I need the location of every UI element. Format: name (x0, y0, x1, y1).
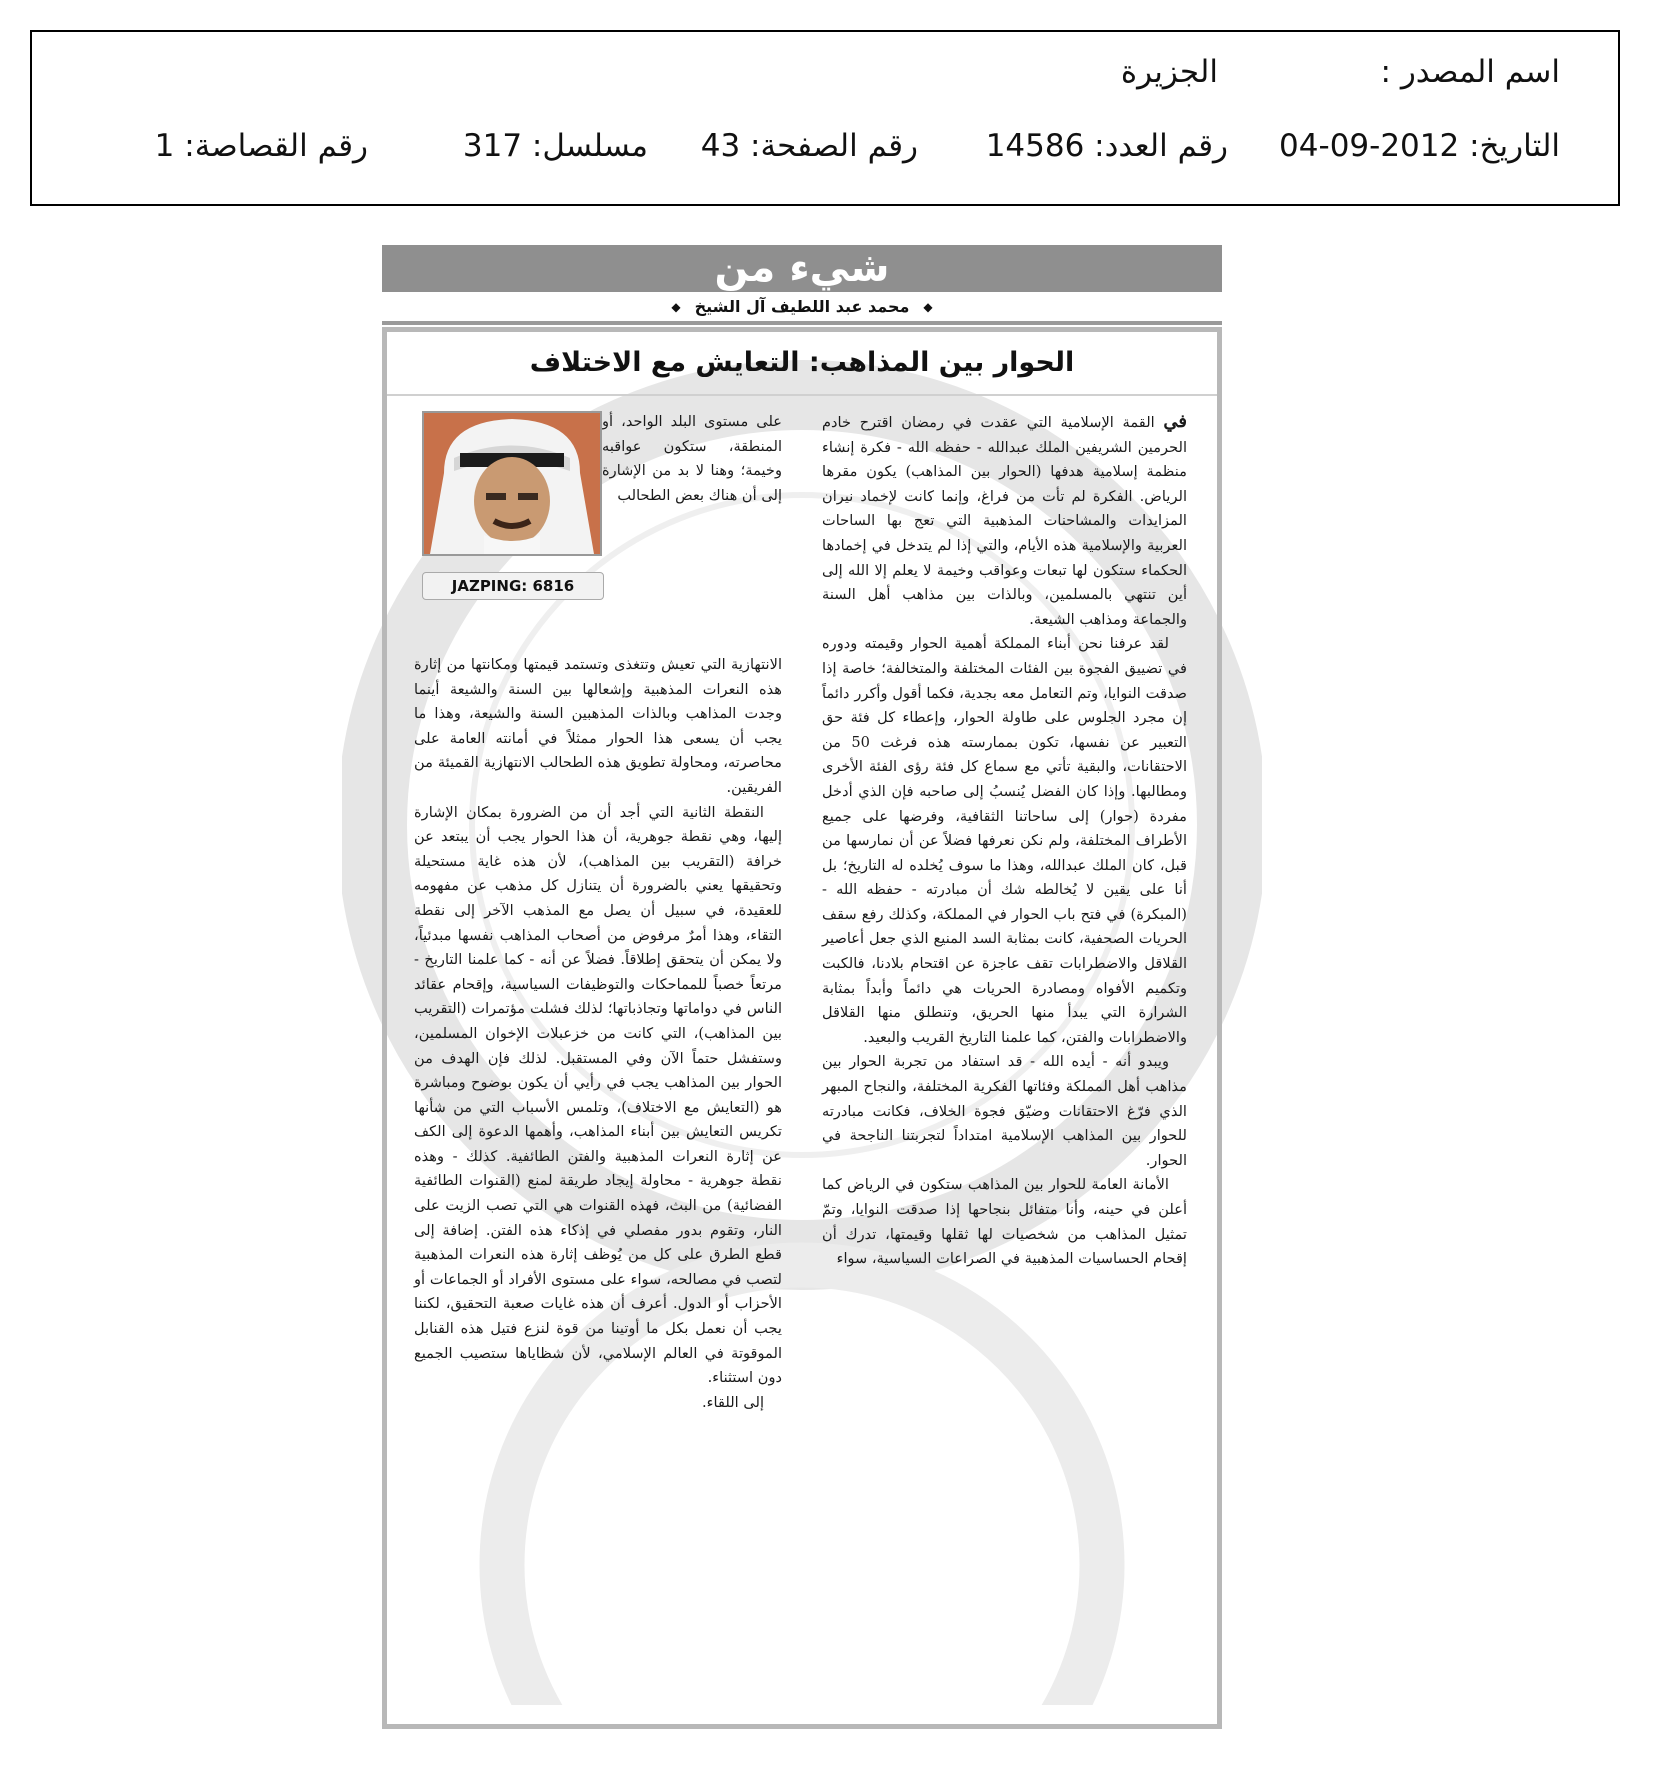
newspaper-clipping (382, 245, 1222, 1735)
article-column-left (414, 653, 782, 1415)
date-field: التاريخ: 2012-09-04 (1279, 128, 1560, 164)
paragraph: الأمانة العامة للحوار بين المذاهب ستكون في الرياض كما أعلن في حينه، وأنا متفائل بنجاحها إذا صدقت النوايا، وتمّ تمثيل المذاهب من شخصيات لها ثقلها وقيمتها، تدرك أن إقحام الحساسيات المذهبية في الصراعات السياسية، سواء (822, 1176, 1187, 1268)
author-byline (382, 297, 1222, 325)
author-photo (422, 411, 602, 556)
diamond-icon: ◆ (923, 300, 933, 314)
issue-number-field: رقم العدد: 14586 (985, 128, 1228, 164)
column-name-banner: شيء من (382, 245, 1222, 292)
page-number-field: رقم الصفحة: 43 (700, 128, 918, 164)
clipping-metadata-box (30, 30, 1620, 206)
article-headline: الحوار بين المذاهب: التعايش مع الاختلاف (387, 332, 1217, 396)
paragraph (822, 410, 1187, 632)
paragraph: النقطة الثانية التي أجد أن من الضرورة بمكان الإشارة إليها، وهي نقطة جوهرية، أن هذا الحوار يجب أن يبتعد عن خرافة (التقريب بين المذاهب)، لأن هذه غاية مستحيلة وتحقيقها يعني بالضرورة أن يتنازل كل مذهب عن مفهومه للعقيدة، في سبيل أن يصل مع المذهب الآخر إلى نقطة التقاء، وهذا أمرٌ مرفوض من أصحاب المذاهب نفسها مبدئياً، ولا يمكن أن يتحقق إطلاقاً. فضلاً عن أنه - كما علمنا التاريخ - مرتعاً خصباً للمماحكات والتوظيفات السياسية، وإقحام عقائد الناس في دواماتها وتجاذباتها؛ لذلك فشلت مؤتمرات (التقريب بين المذاهب)، التي كانت من خزعبلات الإخوان المسلمين، وستفشل حتماً الآن وفي المستقبل. لذلك فإن الهدف من الحوار بين المذاهب يجب في رأيي أن يكون بوضوح ومباشرة هو (التعايش مع الاختلاف)، وتلمس الأسباب التي من شأنها تكريس التعايش بين أبناء المذاهب، وأهمها الدعوة إلى الكف عن إثارة النعرات المذهبية والفتن الطائفية. كذلك - وهذه نقطة جوهرية - محاولة إيجاد طريقة لمنع (القنوات الطائفية الفضائية) من البث، فهذه القنوات هي التي تصب الزيت على النار، وتقوم بدور مفصلي في إذكاء هذه الفتن. إضافة إلى قطع الطرق على كل من يُوظف إثارة هذه النعرات المذهبية لتصب في مصالحه، سواء على مستوى الأفراد أو الجماعات أو الأحزاب أو الدول. أعرف أن هذه غايات صعبة التحقيق، لكننا يجب أن نعمل بكل ما أوتينا من قوة لنزع فتيل هذه القنابل الموقوتة في العالم الإسلامي، لأن شظاياها ستصيب الجميع دون استثناء. (414, 803, 782, 1387)
jazping-badge: JAZPING: 6816 (422, 572, 604, 600)
serial-field: مسلسل: 317 (462, 128, 648, 164)
article-frame (382, 327, 1222, 1729)
paragraph: لقد عرفنا نحن أبناء المملكة أهمية الحوار وقيمته ودوره في تضييق الفجوة بين الفئات المختلفة والمتخالفة؛ خاصة إذا صدقت النوايا، وتم التعامل معه بجدية، فكما أقول وأكرر دائماً إن مجرد الجلوس على طاولة الحوار، وإعطاء كل فئة حق التعبير عن نفسها، تكون بممارسته هذه فرغت 50 من الاحتقانات، والبقية تأتي مع سماع كل فئة رؤى الفئة الأخرى ومطالبها. وإذا كان الفضل يُنسبُ إلى صاحبه فإن الذي أدخل مفردة (حوار) إلى ساحاتنا الثقافية، وفرضها على جميع الأطراف المختلفة، ولم نكن نعرفها فضلاً عن أن نمارسها من قبل، كان الملك عبدالله، وهذا ما سوف يُخلده له التاريخ؛ بل أنا على يقين لا يُخالطه شك أن مبادرته - حفظه الله - (المبكرة) في فتح باب الحوار في المملكة، وكذلك رفع سقف الحريات الصحفية، كانت بمثابة السد المنيع الذي جعل أعاصير القلاقل والاضطرابات تقف عاجزة عن اقتحام بلادنا، فالكبت وتكميم الأفواه ومصادرة الحريات هي دائماً وأبداً بمثابة الشرارة التي يبدأ منها الحريق، وتنطلق منها القلاقل والاضطرابات والفتن، كما علمنا التاريخ القريب والبعيد. (822, 635, 1187, 1046)
article-column-left-top: على مستوى البلد الواحد، أو المنطقة، ستكون عواقبه وخيمة؛ وهنا لا بد من الإشارة إلى أن هناك بعض الطحالب (602, 413, 782, 504)
paragraph-text: القمة الإسلامية التي عقدت في رمضان اقترح خادم الحرمين الشريفين الملك عبدالله - حفظه الله - فكرة إنشاء منظمة إسلامية هدفها (الحوار بين المذاهب) يكون مقرها الرياض. الفكرة لم تأت من فراغ، وإنما كانت لإخماد نيران المزايدات والمشاحنات المذهبية التي تعج بها الساحات العربية والإسلامية هذه الأيام، والتي إذا لم يتدخل في إخمادها الحكماء ستكون لها تبعات وعواقب وخيمة لا يعلم إلا الله إلى أين تنتهي بالمسلمين، وبالذات بين مذاهب أهل السنة والجماعة ومذاهب الشيعة. (822, 414, 1187, 628)
paragraph: الانتهازية التي تعيش وتتغذى وتستمد قيمتها ومكانتها من إثارة هذه النعرات المذهبية وإشعالها بين السنة والشيعة أينما وجدت المذاهب وبالذات المذهبين السنة والشيعة، وهذا ما يجب أن يسعى هذا الحوار ممثلاً في أمانته العامة على محاصرته، ومحاولة تطويق هذه الطحالب الانتهازية القميئة من الفريقين. (414, 656, 782, 796)
author-portrait-image (424, 413, 600, 554)
source-value: الجزيرة (1120, 54, 1218, 90)
drop-word: في (1163, 411, 1187, 432)
clip-number-field: رقم القصاصة: 1 (154, 128, 368, 164)
source-label: اسم المصدر : (1380, 54, 1560, 90)
diamond-icon: ◆ (671, 300, 681, 314)
paragraph: ويبدو أنه - أيده الله - قد استفاد من تجربة الحوار بين مذاهب أهل المملكة وفئاتها الفكرية المختلفة، والنجاح المبهر الذي فرّغ الاحتقانات وضيّق فجوة الخلاف، فكانت مبادرته للحوار بين المذاهب الإسلامية امتداداً لتجربتنا الناجحة في الحوار. (822, 1053, 1187, 1169)
author-name: محمد عبد اللطيف آل الشيخ (694, 297, 910, 316)
paragraph: إلى اللقاء. (702, 1393, 764, 1411)
article-column-right (822, 410, 1187, 1272)
